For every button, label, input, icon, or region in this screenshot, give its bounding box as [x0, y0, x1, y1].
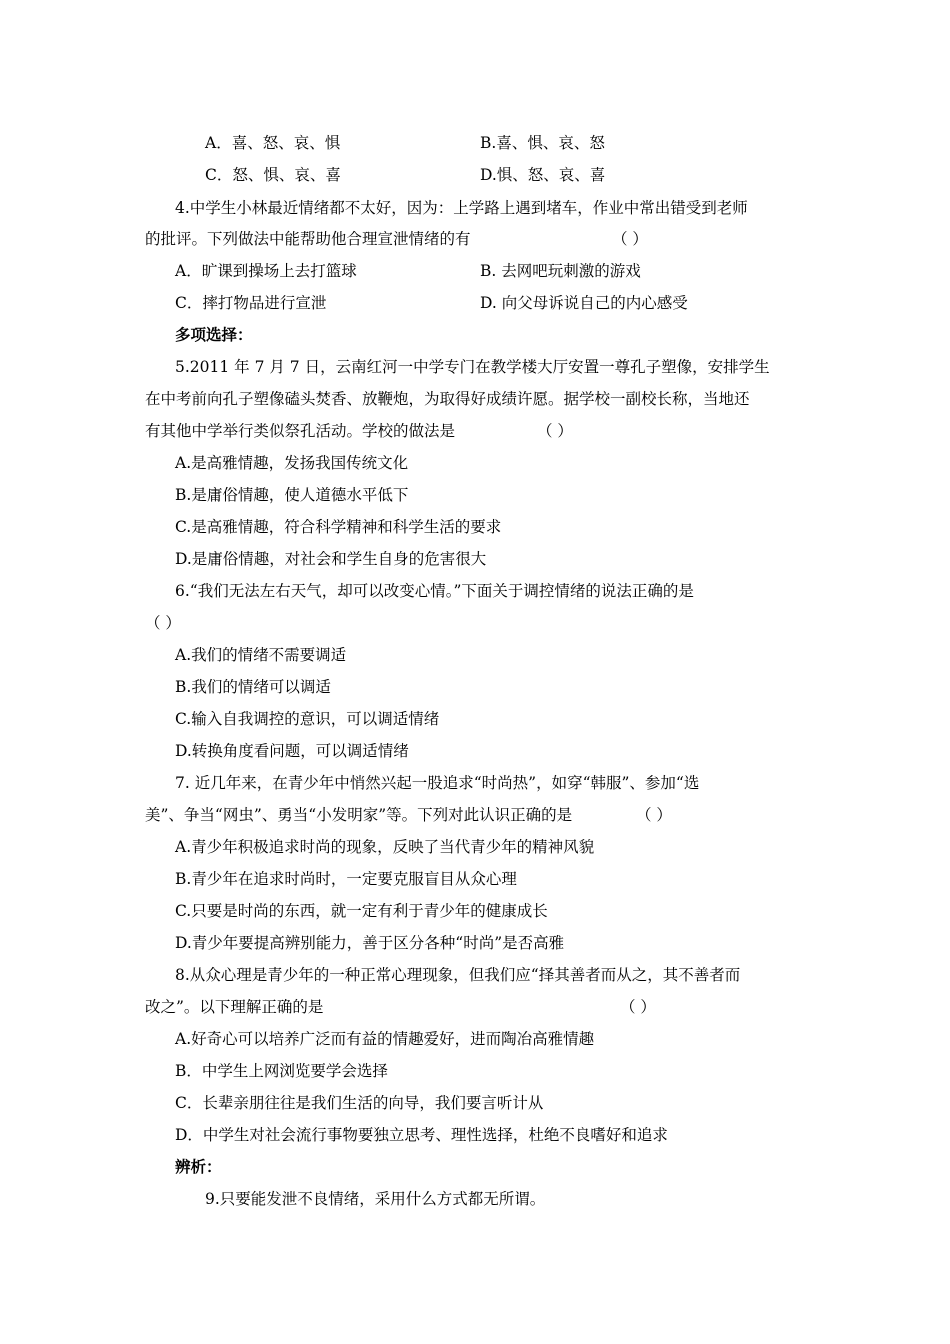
- q7-stem-line1: 7. 近几年来，在青少年中悄然兴起一股追求“时尚热”，如穿“韩服”、参加“选: [175, 774, 700, 792]
- q5-option-c: C.是高雅情趣，符合科学精神和科学生活的要求: [175, 518, 502, 536]
- q8-option-c: C．长辈亲朋往往是我们生活的向导，我们要言听计从: [175, 1094, 544, 1112]
- q5-option-a: A.是高雅情趣，发扬我国传统文化: [175, 454, 409, 472]
- q5-stem-line3: 有其他中学举行类似祭孔活动。学校的做法是: [145, 422, 456, 440]
- q4-stem-line2: 的批评。下列做法中能帮助他合理宣泄情绪的有: [145, 230, 471, 248]
- q6-option-d: D.转换角度看问题，可以调适情绪: [175, 742, 409, 760]
- q3-option-c: C．怒、惧、哀、喜: [205, 166, 341, 184]
- q4-answer-bracket: （ ）: [612, 230, 648, 248]
- analysis-heading: 辨析：: [175, 1158, 222, 1176]
- q4-stem-line1: 4.中学生小林最近情绪都不太好，因为：上学路上遇到堵车，作业中常出错受到老师: [175, 199, 748, 217]
- q4-option-d: D. 向父母诉说自己的内心感受: [480, 294, 688, 312]
- q3-option-b: B.喜、惧、哀、怒: [480, 134, 605, 152]
- q9-statement: 9.只要能发泄不良情绪，采用什么方式都无所谓。: [205, 1190, 546, 1208]
- q6-option-c: C.输入自我调控的意识，可以调适情绪: [175, 710, 440, 728]
- q7-stem-line2: 美”、争当“网虫”、勇当“小发明家”等。下列对此认识正确的是: [145, 806, 573, 824]
- q4-option-b: B. 去网吧玩刺激的游戏: [480, 262, 641, 280]
- q6-option-a: A.我们的情绪不需要调适: [175, 646, 347, 664]
- q5-stem-line1: 5.2011 年 7 月 7 日，云南红河一中学专门在教学楼大厅安置一尊孔子塑像，安排学生: [175, 358, 770, 376]
- q6-option-b: B.我们的情绪可以调适: [175, 678, 331, 696]
- q7-option-d: D.青少年要提高辨别能力，善于区分各种“时尚”是否高雅: [175, 934, 565, 952]
- multi-choice-heading: 多项选择：: [175, 326, 253, 344]
- q7-option-c: C.只要是时尚的东西，就一定有利于青少年的健康成长: [175, 902, 548, 920]
- q5-option-d: D.是庸俗情趣，对社会和学生自身的危害很大: [175, 550, 487, 568]
- q6-answer-bracket: （ ）: [145, 614, 181, 632]
- q4-option-c: C．摔打物品进行宣泄: [175, 294, 327, 312]
- q7-option-a: A.青少年积极追求时尚的现象，反映了当代青少年的精神风貌: [175, 838, 595, 856]
- q6-stem-line1: 6.“我们无法左右天气，却可以改变心情。”下面关于调控情绪的说法正确的是: [175, 582, 694, 600]
- q7-option-b: B.青少年在追求时尚时，一定要克服盲目从众心理: [175, 870, 517, 888]
- q8-option-b: B．中学生上网浏览要学会选择: [175, 1062, 388, 1080]
- q8-stem-line2: 改之”。以下理解正确的是: [145, 998, 324, 1016]
- q3-option-a: A．喜、怒、哀、惧: [205, 134, 341, 152]
- q8-option-a: A.好奇心可以培养广泛而有益的情趣爱好，进而陶冶高雅情趣: [175, 1030, 595, 1048]
- q8-stem-line1: 8.从众心理是青少年的一种正常心理现象，但我们应“择其善者而从之，其不善者而: [175, 966, 741, 984]
- q5-option-b: B.是庸俗情趣，使人道德水平低下: [175, 486, 409, 504]
- q4-option-a: A．旷课到操场上去打篮球: [175, 262, 357, 280]
- q8-answer-bracket: （ ）: [620, 998, 656, 1016]
- q7-answer-bracket: （ ）: [636, 806, 672, 824]
- q3-option-d: D.惧、怒、哀、喜: [480, 166, 606, 184]
- q5-answer-bracket: （ ）: [537, 422, 573, 440]
- q5-stem-line2: 在中考前向孔子塑像磕头焚香、放鞭炮，为取得好成绩许愿。据学校一副校长称，当地还: [145, 390, 750, 408]
- q8-option-d: D．中学生对社会流行事物要独立思考、理性选择，杜绝不良嗜好和追求: [175, 1126, 668, 1144]
